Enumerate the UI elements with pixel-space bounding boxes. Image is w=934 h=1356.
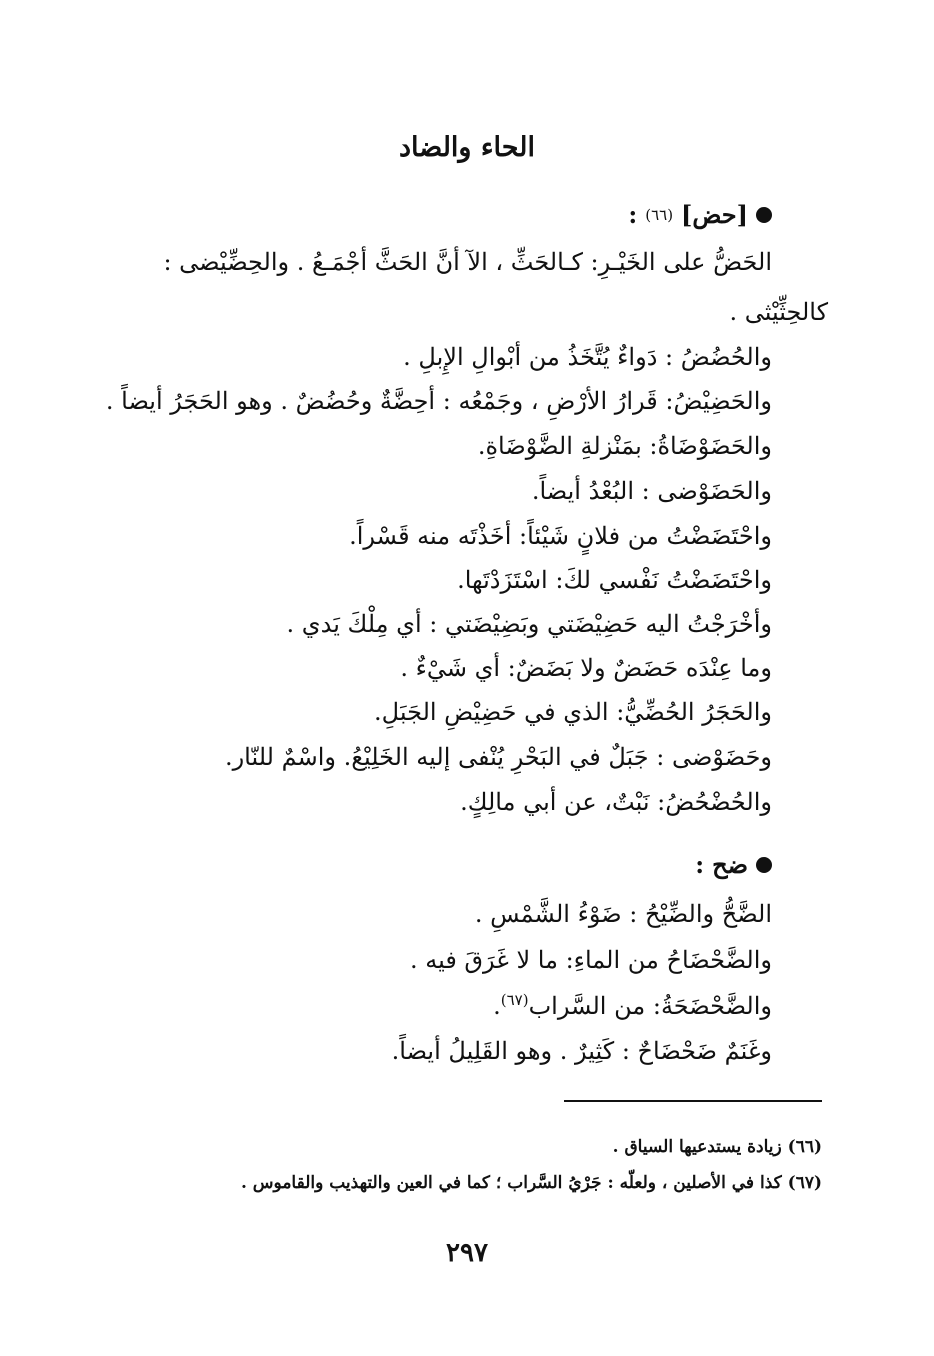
footnote-ref: (٦٧) xyxy=(500,991,529,1009)
entry-line: وما عِنْدَه حَضَضٌ ولا بَضَضٌ: أي شَيْءٌ . xyxy=(400,654,772,682)
bullet-icon xyxy=(756,207,772,223)
entry-line: والحَجَرُ الحُضِّيُّ: الذي في حَضِيْضِ الجَبَلِ. xyxy=(374,698,772,726)
entry-line: والحَضَوْضَاةُ: بمَنْزلةِ الضَّوْضَاةِ. xyxy=(477,432,772,460)
entry-line: والضَّحْضَاحُ من الماءِ: ما لا غَرَقَ فيه . xyxy=(409,946,772,974)
heading-colon: : xyxy=(628,200,638,229)
section-heading-text: [حض] xyxy=(681,200,748,229)
entry-line: والحَضِيْضُ: قَرارُ الأرْضِ ، وجَمْعُه : أحِضَّةٌ وحُضُضٌ . وهو الحَجَرُ أيضاً . xyxy=(105,387,772,415)
entry-line: والحُضْحُضُ: نَبْتٌ، عن أبي مالِكٍ. xyxy=(460,788,772,816)
footnote-ref: (٦٦) xyxy=(645,205,674,224)
entry-line: والحُضُضُ : دَواءٌ يُتَّخَذُ من أبْوالِ الإِبلِ . xyxy=(403,343,772,371)
entry-line: واحْتَضَضْتُ من فلانٍ شَيْئاً: أخَذْتَه منه قَسْراً. xyxy=(349,522,772,550)
entry-line: وأخْرَجْتُ اليه حَضِيْضَتي وبَضِيْضَتي : أي مِلْكَ يَدي . xyxy=(286,610,772,638)
entry-line-text: والضَّحْضَحَةُ: من السَّراب xyxy=(528,992,772,1020)
entry-line: والحَضَوْضى : البُعْدُ أيضاً. xyxy=(531,477,772,505)
entry-line: كالحِثِّيْثى . xyxy=(729,298,828,326)
footnote-67: (٦٧) كذا في الأصلين ، ولعلّه : جَرْيُ السَّراب ؛ كما في العين والتهذيب والقاموس . xyxy=(240,1173,822,1193)
entry-line-end: . xyxy=(493,992,501,1020)
entry-line: واحْتَضَضْتُ نَفْسي لكَ: اسْتَزَدْتَها. xyxy=(457,566,772,594)
bullet-icon xyxy=(756,857,772,873)
entry-line: الضَّحُّ والضِّيْحُ : ضَوْءُ الشَّمْسِ . xyxy=(474,900,772,928)
section-heading-hadd xyxy=(628,200,772,229)
entry-line: الحَضُّ على الخَيْـرِ: كـالحَثِّ ، الآ أنَّ الحَثَّ أجْمَـعُ . والحِضِّيْضى : xyxy=(163,248,772,276)
section-heading-dahh xyxy=(695,850,772,879)
section-heading-text: ضح xyxy=(712,850,748,879)
page-number: ٢٩٧ xyxy=(446,1238,488,1268)
heading-colon: : xyxy=(695,850,705,879)
footnote-divider xyxy=(564,1100,822,1102)
footnote-66: (٦٦) زيادة يستدعيها السياق . xyxy=(612,1137,822,1157)
running-header: الحاء والضاد xyxy=(399,132,535,163)
entry-line: وغَنَمٌ ضَحْضَاحٌ : كَثِيرٌ . وهو القَلِيلُ أيضاً. xyxy=(391,1037,772,1065)
entry-line xyxy=(60,991,772,1020)
entry-line: وحَضَوْضى : جَبَلٌ في البَحْرِ يُنْفى إليه الخَلِيْعُ. واسْمٌ للنّار. xyxy=(224,743,772,771)
